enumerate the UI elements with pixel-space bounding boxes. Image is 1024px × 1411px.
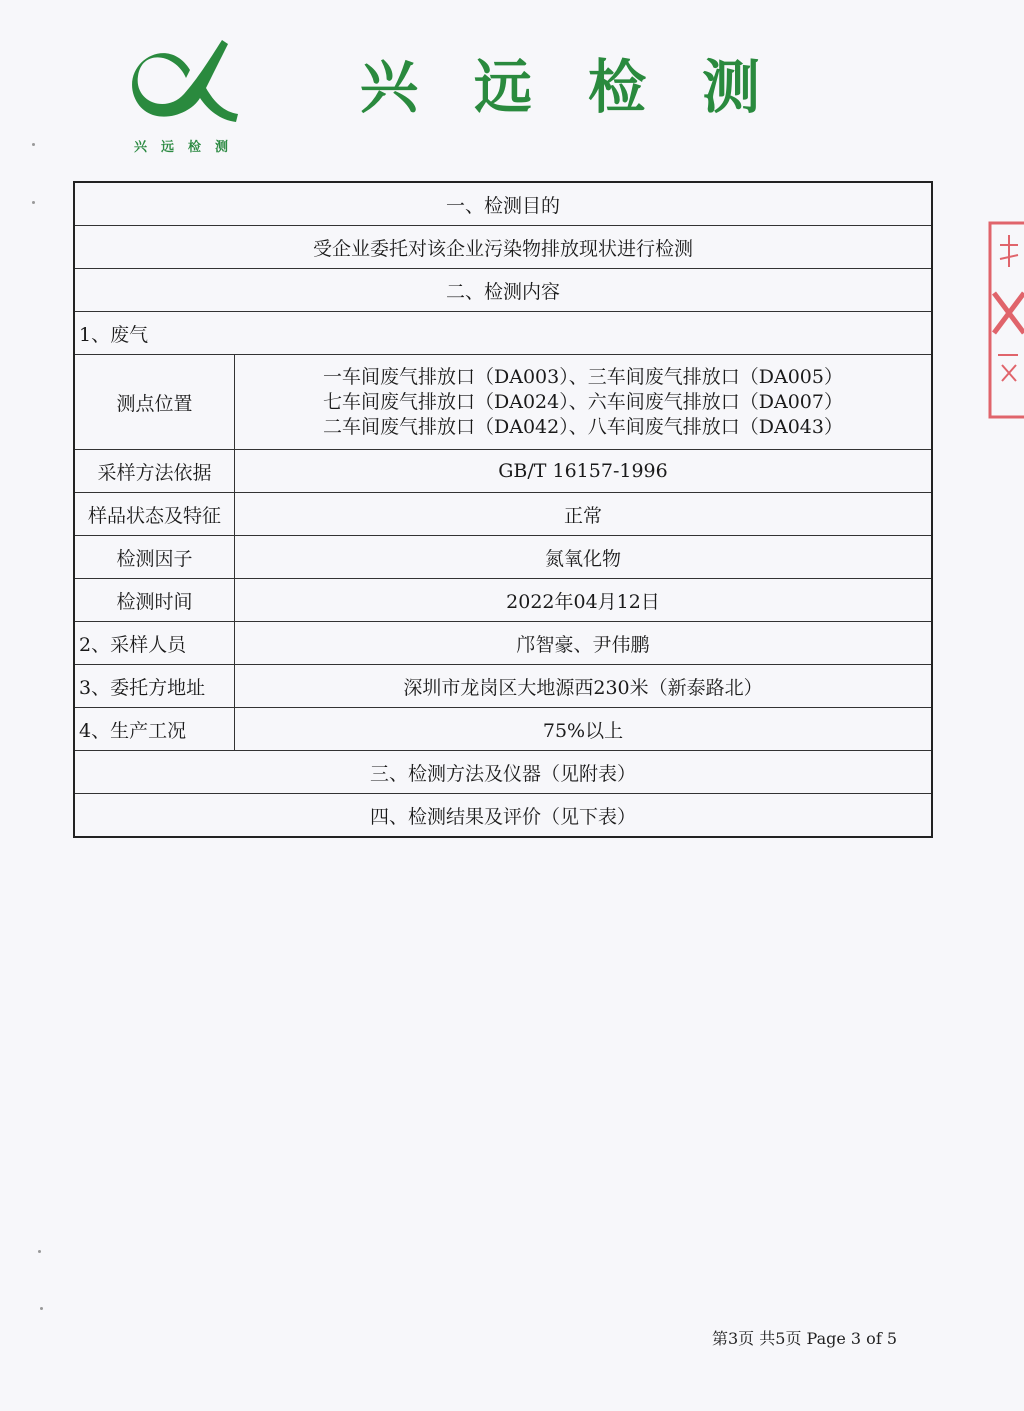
staff-value: 邝智豪、尹伟鹏 (235, 622, 933, 665)
time-value: 2022年04月12日 (235, 579, 933, 622)
address-label: 3、委托方地址 (74, 665, 235, 708)
location-line: 一车间废气排放口（DA003）、三车间废气排放口（DA005） (323, 365, 843, 388)
section4-title: 四、检测结果及评价（见下表） (74, 794, 932, 838)
purpose-text: 受企业委托对该企业污染物排放现状进行检测 (74, 226, 932, 269)
report-table (73, 181, 933, 838)
location-line: 二车间废气排放口（DA042）、八车间废气排放口（DA043） (323, 415, 843, 438)
company-title: 兴远检测 (360, 53, 817, 121)
sample-state-value: 正常 (235, 493, 933, 536)
waste-gas-heading: 1、废气 (74, 312, 932, 355)
sample-state-label: 样品状态及特征 (74, 493, 235, 536)
logo-caption: 兴远检测 (134, 140, 243, 155)
page-number: 第3页 共5页 Page 3 of 5 (712, 1329, 898, 1348)
section1-title: 一、检测目的 (74, 182, 932, 226)
time-label: 检测时间 (74, 579, 235, 622)
condition-label: 4、生产工况 (74, 708, 235, 751)
binding-mark (40, 1307, 43, 1310)
staff-label: 2、采样人员 (74, 622, 235, 665)
sampling-method-label: 采样方法依据 (74, 450, 235, 493)
condition-value: 75%以上 (235, 708, 933, 751)
sampling-method-value: GB/T 16157-1996 (235, 450, 933, 493)
location-values (235, 355, 933, 450)
binding-mark (38, 1250, 41, 1253)
section2-title: 二、检测内容 (74, 269, 932, 312)
binding-mark (32, 201, 35, 204)
location-label: 测点位置 (74, 355, 235, 450)
section3-title: 三、检测方法及仪器（见附表） (74, 751, 932, 794)
company-logo (128, 36, 246, 126)
binding-mark (32, 143, 35, 146)
location-line: 七车间废气排放口（DA024）、六车间废气排放口（DA007） (323, 390, 843, 413)
address-value: 深圳市龙岗区大地源西230米（新泰路北） (235, 665, 933, 708)
factor-value: 氮氧化物 (235, 536, 933, 579)
red-seal-stamp (982, 215, 1024, 425)
factor-label: 检测因子 (74, 536, 235, 579)
